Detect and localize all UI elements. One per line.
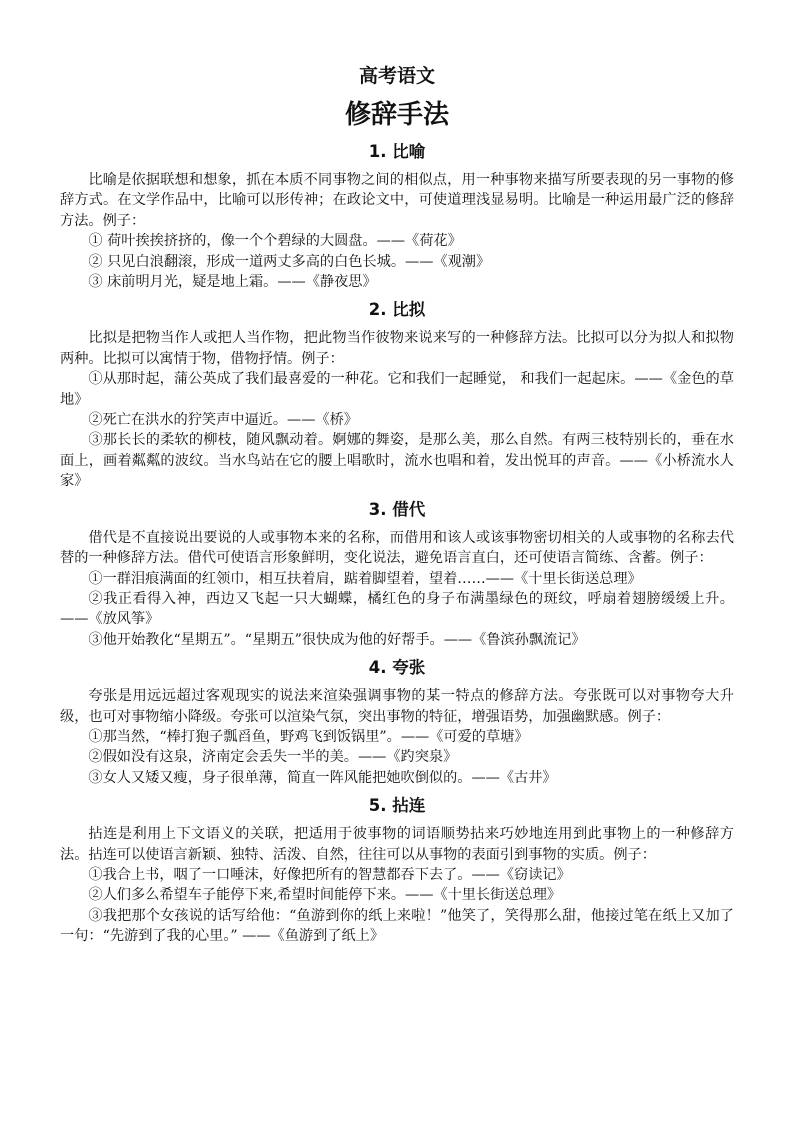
section-title: 5. 拈连 [368,796,426,816]
example-item: ②我正看得入神，西边又飞起一只大蝴蝶，橘红色的身子布满墨绿色的斑纹，呼扇着翅膀缓缓上升。——《放风筝》 [60,590,734,628]
example-item: ③ 床前明月光，疑是地上霜。——《静夜思》 [88,274,377,291]
section-title: 4. 夸张 [368,658,426,678]
section-metonymy [60,498,734,650]
section-intro: 拈连是利用上下文语义的关联，把适用于彼事物的词语顺势拈来巧妙地连用到此事物上的一种修辞方法。拈连可以使语言新颖、独特、活泼、自然，往往可以从事物的表面引到事物的实质。例子： [60,826,734,863]
example-item: ③我把那个女孩说的话写给他：“鱼游到你的纸上来啦！”他笑了，笑得那么甜，他接过笔在纸上又加了一句：“先游到了我的心里。” ——《鱼游到了纸上》 [60,907,734,945]
section-intro: 比喻是依据联想和想象，抓在本质不同事物之间的相似点，用一种事物来描写所要表现的另一事物的修辞方式。在文学作品中，比喻可以形传神；在政论文中，可使道理浅显易明。比喻是一种运用最广泛的修辞方法。例子： [60,172,734,229]
example-item: ② 只见白浪翻滚，形成一道两丈多高的白色长城。——《观潮》 [88,253,491,270]
page-title: 修辞手法 [344,100,449,130]
example-item: ①一群泪痕满面的红领巾，相互扶着肩，踮着脚望着，望着……——《十里长街送总理》 [88,570,642,587]
section-title: 1. 比喻 [368,142,426,161]
example-item: ①那当然，“棒打狍子瓢舀鱼，野鸡飞到饭锅里”。——《可爱的草塘》 [88,728,529,745]
section-intro: 借代是不直接说出要说的人或事物本来的名称，而借用和该人或该事物密切相关的人或事物的名称去代替的一种修辞方法。借代可使语言形象鲜明，变化说法，避免语言直白，还可使语言简练、含蓄。例子： [60,529,734,567]
section-simile [60,140,734,292]
example-item: ③他开始教化“星期五”。“星期五”很快成为他的好帮手。——《鲁滨孙飘流记》 [88,631,586,648]
section-title: 3. 借代 [368,499,426,519]
document-page [60,64,734,947]
example-item: ②死亡在洪水的狞笑声中逼近。——《桥》 [88,412,358,429]
section-hyperbole [60,656,734,788]
example-item: ① 荷叶挨挨挤挤的，像一个个碧绿的大圆盘。——《荷花》 [88,233,462,250]
example-item: ②假如没有这泉，济南定会丢失一半的美。——《趵突泉》 [88,749,458,766]
example-item: ①从那时起，蒲公英成了我们最喜爱的一种花。它和我们一起睡觉， 和我们一起起床。——《金色的草地》 [60,371,734,408]
subject-title: 高考语文 [358,65,435,87]
example-item: ①我合上书，咽了一口唾沫，好像把所有的智慧都吞下去了。——《窃读记》 [88,866,571,883]
section-title: 2. 比拟 [368,300,426,320]
example-item: ②人们多么希望车子能停下来,希望时间能停下来。——《十里长街送总理》 [88,887,562,904]
section-personification [60,298,734,491]
example-item: ③那长长的柔软的柳枝，随风飘动着。婀娜的舞姿，是那么美，那么自然。有两三枝特别长的，垂在水面上，画着粼粼的波纹。当水鸟站在它的腰上唱歌时，流水也唱和着，发出悦耳的声音。——《小桥流水人家》 [60,432,734,490]
section-intro: 比拟是把物当作人或把人当作物，把此物当作彼物来说来写的一种修辞方法。比拟可以分为拟人和拟物两种。比拟可以寓情于物，借物抒情。例子： [60,330,734,367]
example-item: ③女人又矮又瘦，身子很单薄，简直一阵风能把她吹倒似的。——《古井》 [88,769,557,786]
section-intro: 夸张是用远远超过客观现实的说法来渲染强调事物的某一特点的修辞方法。夸张既可以对事物夸大升级，也可对事物缩小降级。夸张可以渲染气氛，突出事物的特征，增强语势，加强幽默感。例子： [60,688,734,725]
section-zeugma [60,794,734,946]
